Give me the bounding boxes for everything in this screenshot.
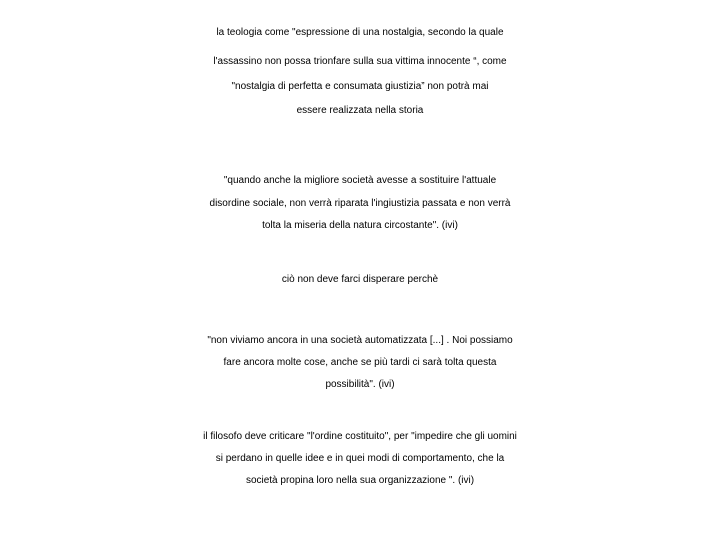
paragraph-2-line-2: disordine sociale, non verrà riparata l'ingiustizia passata e non verrà xyxy=(209,198,511,209)
paragraph-1-line-1: la teologia come "espressione di una nostalgia, secondo la quale xyxy=(216,27,504,38)
paragraph-2-line-1: "quando anche la migliore società avesse a sostituire l'attuale xyxy=(223,175,497,186)
paragraph-1-line-3: "nostalgia di perfetta e consumata giustizia” non potrà mai xyxy=(231,81,489,92)
paragraph-4-line-3: possibilità". (ivi) xyxy=(325,379,395,390)
paragraph-4-line-2: fare ancora molte cose, anche se più tardi ci sarà tolta questa xyxy=(223,357,497,368)
paragraph-4-line-1: "non viviamo ancora in una società automatizzata [...] . Noi possiamo xyxy=(207,335,513,346)
paragraph-5-line-3: società propina loro nella sua organizzazione ". (ivi) xyxy=(245,475,475,486)
paragraph-5-line-2: si perdano in quelle idee e in quei modi di comportamento, che la xyxy=(215,453,505,464)
paragraph-3-line-1: ciò non deve farci disperare perchè xyxy=(281,274,439,285)
paragraph-2-line-3: tolta la miseria della natura circostante". (ivi) xyxy=(262,220,458,231)
paragraph-5-line-1: il filosofo deve criticare "l'ordine costituito", per "impedire che gli uomini xyxy=(203,431,517,442)
paragraph-1-line-4: essere realizzata nella storia xyxy=(296,105,424,116)
paragraph-1-line-2: l'assassino non possa trionfare sulla sua vittima innocente “, come xyxy=(213,56,507,67)
